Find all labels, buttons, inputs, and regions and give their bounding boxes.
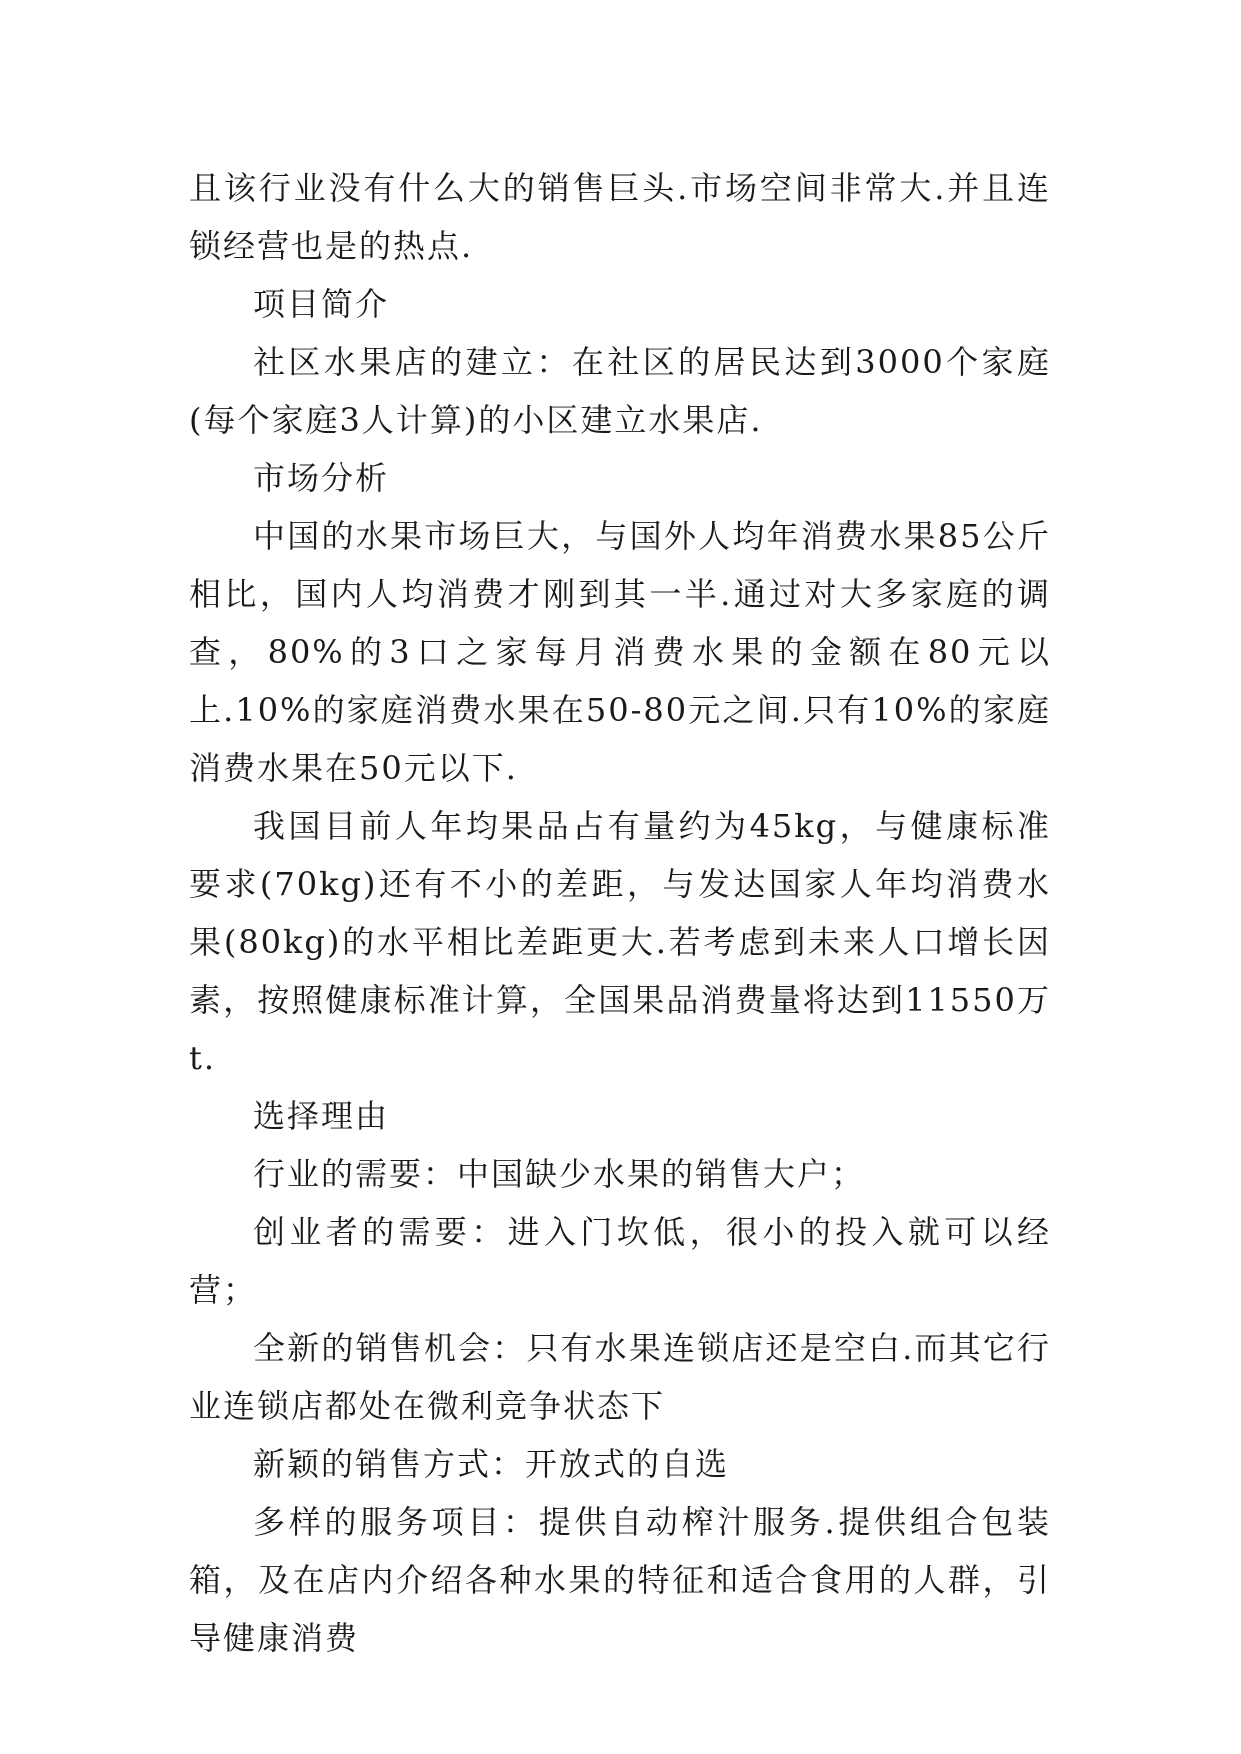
paragraph-consumption-gap: 我国目前人年均果品占有量约为45kg，与健康标准要求(70kg)还有不小的差距，与发达国家人年均消费水果(80kg)的水平相比差距更大.若考虑到未来人口增长因素，按照健康标准计算，全国果品消费量将达到11550万t.	[189, 807, 1051, 1077]
paragraph-reason-industry: 行业的需要：中国缺少水果的销售大户；	[253, 1155, 866, 1193]
heading-project-summary: 项目简介	[253, 285, 390, 323]
paragraph-reason-sales-method: 新颖的销售方式：开放式的自选	[253, 1445, 730, 1483]
paragraph-reason-opportunity: 全新的销售机会：只有水果连锁店还是空白.而其它行业连锁店都处在微利竞争状态下	[189, 1329, 1051, 1425]
paragraph-store-setup: 社区水果店的建立：在社区的居民达到3000个家庭(每个家庭3人计算)的小区建立水果店.	[189, 343, 1051, 439]
paragraph-reason-entrepreneur: 创业者的需要：进入门坎低，很小的投入就可以经营；	[189, 1213, 1051, 1309]
paragraph-intro-continuation: 且该行业没有什么大的销售巨头.市场空间非常大.并且连锁经营也是的热点.	[189, 169, 1051, 265]
paragraph-reason-services: 多样的服务项目：提供自动榨汁服务.提供组合包装箱，及在店内介绍各种水果的特征和适合食用的人群，引导健康消费	[189, 1503, 1051, 1657]
paragraph-market-size: 中国的水果市场巨大，与国外人均年消费水果85公斤相比，国内人均消费才刚到其一半.通过对大多家庭的调查，80%的3口之家每月消费水果的金额在80元以上.10%的家庭消费水果在50-80元之间.只有10%的家庭消费水果在50元以下.	[189, 517, 1051, 787]
document-body	[189, 159, 1051, 1667]
heading-market-analysis: 市场分析	[253, 459, 390, 497]
heading-reasons: 选择理由	[253, 1097, 390, 1135]
